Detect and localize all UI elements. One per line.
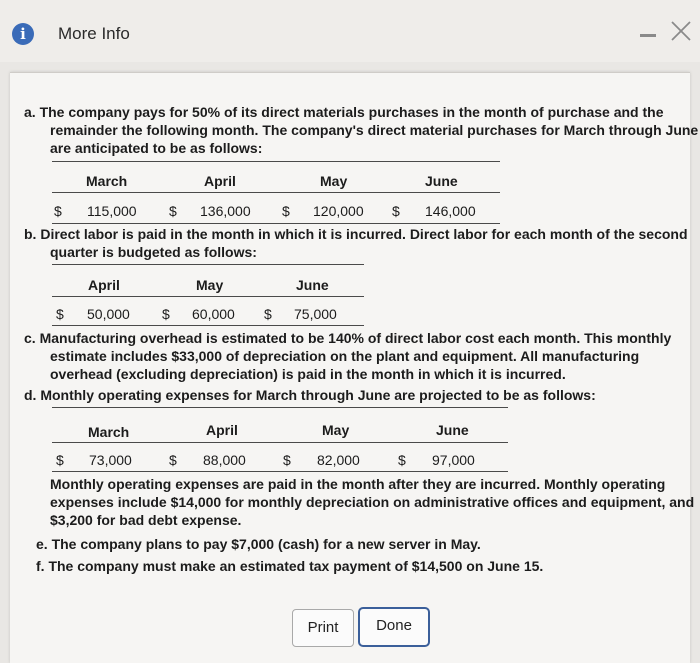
table-d-header-april: April [206,422,238,438]
table-d-top-rule [52,407,508,408]
table-b-header-april: April [88,277,120,293]
table-b-currency: $ [56,306,64,322]
section-a-line-3: are anticipated to be as follows: [50,140,263,156]
table-d-header-rule [52,442,508,443]
table-d-currency: $ [169,452,177,468]
table-a-currency: $ [282,203,290,219]
section-f-line-1: f. The company must make an estimated tax payment of $14,500 on June 15. [36,558,544,574]
section-a-line-2: remainder the following month. The company's direct material purchases for March through June [50,122,699,138]
section-d-line-1: d. Monthly operating expenses for March through June are projected to be as follows: [24,387,596,403]
table-b-top-rule [52,264,364,265]
table-b-value: 75,000 [294,306,337,322]
section-d-note-line-3: $3,200 for bad debt expense. [50,512,242,528]
table-a-value: 146,000 [425,203,476,219]
print-button[interactable]: Print [292,609,354,647]
table-a-header-june: June [425,173,458,189]
table-d-header-june: June [436,422,469,438]
section-c-line-1: c. Manufacturing overhead is estimated to be 140% of direct labor cost each month. This monthly [24,330,672,346]
done-button[interactable]: Done [358,607,430,647]
section-c-line-3: overhead (excluding depreciation) is paid in the month in which it is incurred. [50,366,566,382]
table-b-header-june: June [296,277,329,293]
section-a-line-1: a. The company pays for 50% of its direct materials purchases in the month of purchase and the [24,104,664,120]
title-bar [0,0,700,62]
table-b-header-rule [52,296,364,297]
table-a-value: 136,000 [200,203,251,219]
table-d-currency: $ [283,452,291,468]
table-b-header-may: May [196,277,224,293]
table-a-value: 115,000 [87,203,137,219]
table-a-bottom-rule [52,223,500,224]
table-d-header-may: May [322,422,350,438]
table-a-header-may: May [320,173,348,189]
table-d-value: 73,000 [89,452,132,468]
table-d-bottom-rule [52,471,508,472]
info-icon: i [12,23,34,45]
table-d-currency: $ [398,452,406,468]
table-a-currency: $ [392,203,400,219]
table-b-value: 50,000 [87,306,130,322]
table-d-currency: $ [56,452,64,468]
table-a-value: 120,000 [313,203,364,219]
table-b-currency: $ [162,306,170,322]
table-a-currency: $ [169,203,177,219]
section-c-line-2: estimate includes $33,000 of depreciation on the plant and equipment. All manufacturing [50,348,640,364]
info-content [10,72,699,663]
section-d-note-line-2: expenses include $14,000 for monthly depreciation on administrative offices and equipment, and [50,494,695,510]
table-d-value: 82,000 [317,452,360,468]
window-title: More Info [58,24,130,43]
section-b-line-1: b. Direct labor is paid in the month in which it is incurred. Direct labor for each month of the second [24,226,688,242]
section-e-line-1: e. The company plans to pay $7,000 (cash) for a new server in May. [36,536,481,552]
table-a-header-rule [52,192,500,193]
section-b-line-2: quarter is budgeted as follows: [50,244,257,260]
table-b-bottom-rule [52,325,364,326]
table-b-currency: $ [264,306,272,322]
table-a-header-march: March [86,173,128,189]
table-a-top-rule [52,161,500,162]
table-b-value: 60,000 [192,306,235,322]
table-d-header-march: March [88,424,130,440]
table-a-header-april: April [204,173,236,189]
table-a-currency: $ [54,203,62,219]
minimize-icon[interactable] [640,34,656,37]
close-icon[interactable] [668,18,694,44]
table-d-value: 88,000 [203,452,246,468]
table-d-value: 97,000 [432,452,475,468]
section-d-note-line-1: Monthly operating expenses are paid in the month after they are incurred. Monthly operating [50,476,666,492]
